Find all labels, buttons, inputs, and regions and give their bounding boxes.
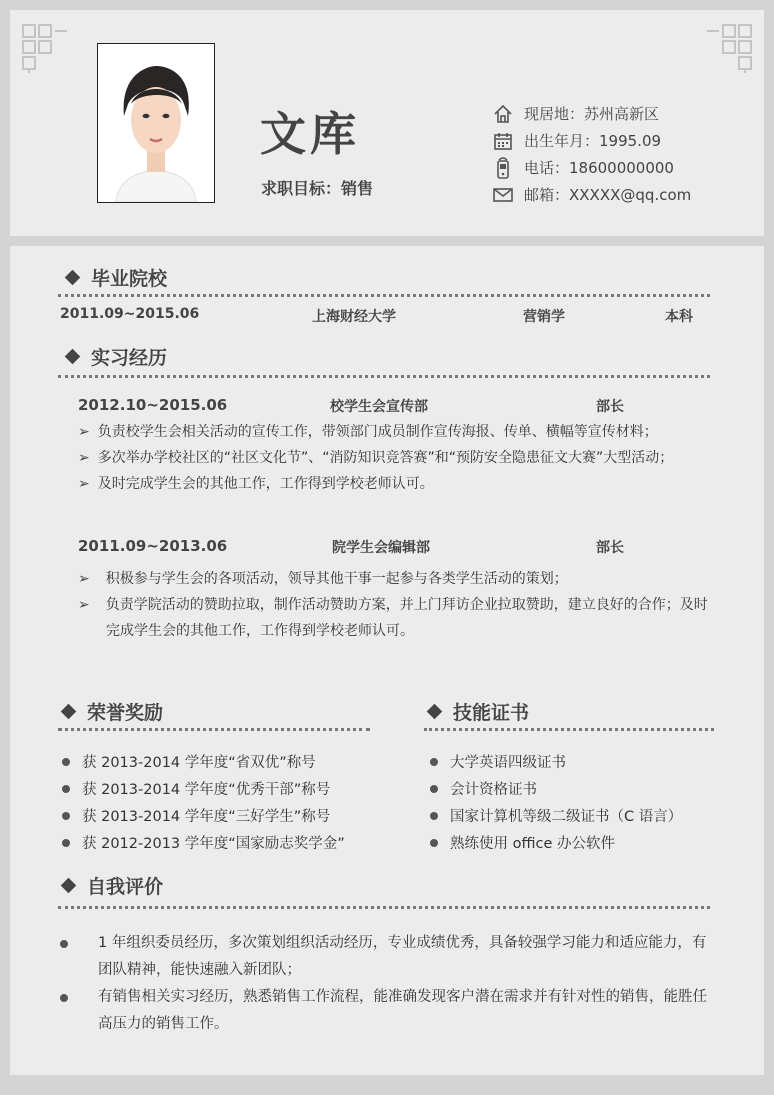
job-objective: 求职目标：销售 — [261, 179, 374, 198]
arrow-bullet-icon: ➢ — [78, 597, 90, 613]
diamond-icon — [65, 270, 81, 286]
candidate-name: 文库 — [260, 107, 360, 161]
skills-divider — [424, 728, 714, 731]
list-item: ➢ 负责学院活动的赞助拉取，制作活动赞助方案，并上门拜访企业拉取赞助，建立良好的合作；及时完成学生会的其他工作，工作得到学校老师认可。 — [78, 597, 708, 639]
contact-address: 现居地：苏州高新区 — [492, 100, 691, 127]
list-item: ➢ 负责校学生会相关活动的宣传工作，带领部门成员制作宣传海报、传单、横幅等宣传材料； — [78, 424, 658, 440]
bullet-dot-icon — [430, 839, 438, 847]
internship-1-period: 2012.10~2015.06 — [78, 396, 228, 414]
education-heading: 毕业院校 — [64, 264, 167, 291]
education-school: 上海财经大学 — [312, 309, 396, 325]
bullet-dot-icon — [430, 812, 438, 820]
self-eval-list — [60, 930, 720, 1038]
bullet-dot-icon — [62, 812, 70, 820]
list-item: 1 年组织委员经历，多次策划组织活动经历，专业成绩优秀，具备较强学习能力和适应能力，有团队精神，能快速融入新团队； — [60, 930, 720, 984]
education-divider — [58, 294, 710, 297]
resume-page — [10, 10, 764, 1085]
internship-2-role: 部长 — [596, 540, 624, 556]
portrait-image — [98, 44, 214, 202]
bullet-dot-icon — [62, 785, 70, 793]
list-item: 获 2013-2014 学年度“省双优”称号 — [62, 748, 345, 775]
honors-heading: 荣誉奖励 — [60, 698, 163, 725]
corner-ornament-left — [22, 24, 68, 74]
corner-ornament-right — [706, 24, 752, 74]
self-eval-heading: 自我评价 — [60, 872, 163, 899]
profile-photo — [97, 43, 215, 203]
internship-heading: 实习经历 — [64, 343, 167, 370]
contact-email: 邮箱：XXXXX@qq.com — [492, 181, 691, 208]
internship-2-org: 院学生会编辑部 — [332, 540, 430, 556]
internship-divider — [58, 375, 710, 378]
honors-divider — [58, 728, 370, 731]
skills-heading: 技能证书 — [426, 698, 529, 725]
internship-1-details — [78, 419, 718, 497]
diamond-icon — [61, 878, 77, 894]
contact-birth: 出生年月：1995.09 — [492, 127, 691, 154]
internship-1-org: 校学生会宣传部 — [330, 399, 428, 415]
calendar-icon — [492, 130, 514, 152]
list-item: 获 2013-2014 学年度“三好学生”称号 — [62, 802, 345, 829]
resume-header — [10, 10, 764, 236]
bullet-dot-icon — [62, 839, 70, 847]
home-icon — [492, 103, 514, 125]
list-item: ➢ 积极参与学生会的各项活动，领导其他干事一起参与各类学生活动的策划； — [78, 571, 568, 587]
bullet-dot-icon — [430, 785, 438, 793]
internship-1-role: 部长 — [596, 399, 624, 415]
contact-info — [492, 100, 691, 208]
honors-list — [62, 748, 345, 856]
bullet-dot-icon — [60, 994, 68, 1002]
list-item: 获 2012-2013 学年度“国家励志奖学金” — [62, 829, 345, 856]
diamond-icon — [427, 704, 443, 720]
self-eval-divider — [58, 906, 710, 909]
arrow-bullet-icon: ➢ — [78, 476, 90, 492]
education-degree: 本科 — [665, 309, 693, 325]
footer-bar — [10, 1075, 764, 1085]
arrow-bullet-icon: ➢ — [78, 424, 90, 440]
list-item: 大学英语四级证书 — [430, 748, 682, 775]
internship-2-period: 2011.09~2013.06 — [78, 537, 228, 555]
list-item: 有销售相关实习经历，熟悉销售工作流程，能准确发现客户潜在需求并有针对性的销售，能胜任高压力的销售工作。 — [60, 984, 720, 1038]
diamond-icon — [61, 704, 77, 720]
bullet-dot-icon — [62, 758, 70, 766]
list-item: 获 2013-2014 学年度“优秀干部”称号 — [62, 775, 345, 802]
phone-icon — [492, 157, 514, 179]
mail-icon — [492, 184, 514, 206]
internship-2-details — [78, 566, 718, 644]
arrow-bullet-icon: ➢ — [78, 571, 90, 587]
bullet-dot-icon — [430, 758, 438, 766]
education-major: 营销学 — [523, 309, 565, 325]
contact-phone: 电话：18600000000 — [492, 154, 691, 181]
list-item: ➢ 及时完成学生会的其他工作，工作得到学校老师认可。 — [78, 476, 434, 492]
skills-list — [430, 748, 682, 856]
education-period: 2011.09~2015.06 — [60, 306, 200, 322]
list-item: 熟练使用 office 办公软件 — [430, 829, 682, 856]
bullet-dot-icon — [60, 940, 68, 948]
list-item: 国家计算机等级二级证书（C 语言） — [430, 802, 682, 829]
diamond-icon — [65, 349, 81, 365]
list-item: ➢ 多次举办学校社区的“社区文化节”、“消防知识竞答赛”和“预防安全隐患征文大赛”大型活动； — [78, 450, 674, 466]
list-item: 会计资格证书 — [430, 775, 682, 802]
header-divider — [10, 236, 764, 246]
arrow-bullet-icon: ➢ — [78, 450, 90, 466]
